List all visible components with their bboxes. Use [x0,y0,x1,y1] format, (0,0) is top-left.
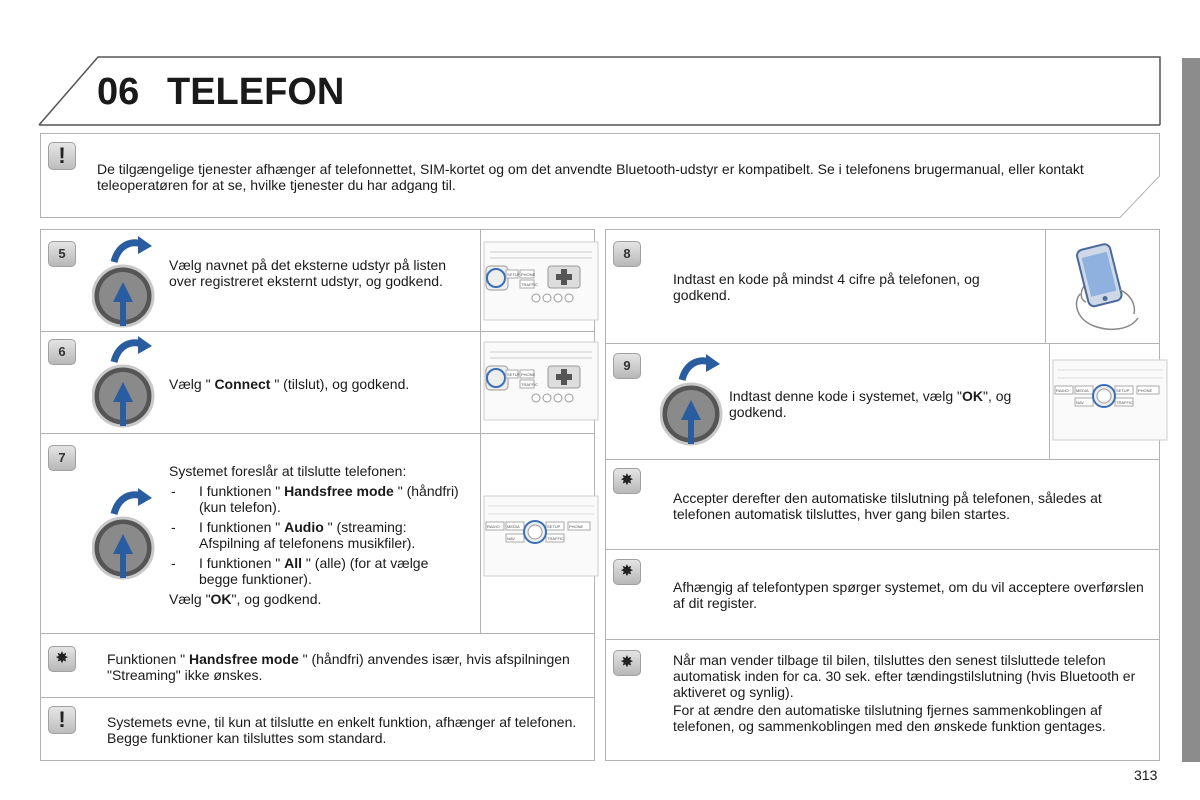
setup-label: SETUP [547,524,561,529]
traffic-label: TRAFFIC [521,382,538,387]
auto-accept-tip-text: Accepter derefter den automatiske tilslutning på telefonen, således at telefonen automatisk tilsluttes, hver gang bilen startes. [673,490,1102,522]
handsfree-tip-text: Funktionen " Handsfree mode " (håndfri) anvendes især, hvis afspilningen "Streaming" ikke ønskes. [107,651,570,683]
chapter-side-tab [1182,58,1200,762]
setup-label: SETUP [1116,388,1130,393]
register-tip-text: Afhængig af telefontypen spørger systemet, om du vil acceptere overførslen af dit register. [673,579,1144,611]
phone-label: PHONE [569,524,584,529]
step-7-badge: 7 [48,445,76,471]
radio-label: RADIO [1056,388,1069,393]
step-5-text: Vælg navnet på det eksterne udstyr på listen over registreret eksternt udstyr, og godkend. [169,257,447,289]
step-8-badge: 8 [613,241,641,267]
list-item: - I funktionen " Handsfree mode " (håndfri) (kun telefon). [169,483,459,515]
traffic-label: TRAFFIC [547,536,564,541]
control-panel-illustration [482,238,600,328]
chapter-number: 06 [97,71,140,113]
step-8-text: Indtast en kode på mindst 4 cifre på telefonen, og godkend. [673,271,980,303]
connect-option: Connect [214,376,271,392]
lamp-icon: ✸ [613,650,641,676]
rotary-knob-icon [92,234,158,330]
radio-label: RADIO [487,524,500,529]
return-tip-text [673,652,1148,734]
phone-label: PHONE [521,272,536,277]
step-9-text: Indtast denne kode i systemet, vælg "OK", og godkend. [729,388,1012,420]
rotary-knob-icon [660,352,726,448]
rotary-knob-icon [92,334,158,430]
nav-label: NAV [507,536,515,541]
nav-label: NAV [1076,400,1084,405]
lamp-icon: ✸ [613,468,641,494]
rotary-knob-icon [92,486,158,582]
phone-label: PHONE [521,372,536,377]
media-label: MEDIA [507,524,520,529]
list-item: - I funktionen " Audio " (streaming: Afspilning af telefonens musikfiler). [169,519,459,551]
top-notice-text: De tilgængelige tjenester afhænger af telefonnettet, SIM-kortet og om det anvendte Bluetooth-udstyr er kompatibelt. Se i telefonens brugermanual, eller kontakt teleoperatøren for at se, hvilke tjenester du har adgang til. [97,161,1084,193]
step-6-badge: 6 [48,339,76,365]
return-tip-paragraph-2: For at ændre den automatiske tilslutning fjernes sammenkoblingen af telefonen, og sammenkoblingen med den ønskede funktion gentages. [673,702,1106,734]
step-6-text: Vælg " Connect " (tilslut), og godkend. [169,376,410,392]
return-tip-paragraph-1: Når man vender tilbage til bilen, tilsluttes den senest tilsluttede telefon automatisk inden for ca. 30 sek. efter tændingstilslutning (hvis Bluetooth er aktiveret og synlig). [673,652,1136,700]
lamp-icon: ✸ [48,646,76,672]
connection-mode-list [169,483,459,587]
control-panel-illustration [482,338,600,428]
traffic-label: TRAFFIC [521,282,538,287]
step-7-outro: Vælg "OK", og godkend. [169,591,322,607]
setup-label: SETUP [507,272,521,277]
step-9-badge: 9 [613,353,641,379]
phone-label: PHONE [1138,388,1153,393]
media-label: MEDIA [1076,388,1089,393]
control-panel-illustration [1051,356,1169,446]
step-7-text [169,463,459,607]
setup-label: SETUP [507,372,521,377]
list-item: - I funktionen " All " (alle) (for at vælge begge funktioner). [169,555,459,587]
lamp-icon: ✸ [613,559,641,585]
step-7-intro: Systemet foreslår at tilslutte telefonen: [169,463,407,479]
control-panel-illustration [482,492,600,582]
chapter-title: TELEFON [167,71,345,113]
ok-option: OK [961,388,983,404]
page-number: 313 [1134,767,1158,783]
traffic-label: TRAFFIC [1116,400,1133,405]
step-5-badge: 5 [48,241,76,267]
phone-in-hand-illustration [1050,234,1160,344]
exclamation-icon: ! [48,706,76,734]
warning-tip-text: Systemets evne, til kun at tilslutte en enkelt funktion, afhænger af telefonen. Begge funktioner kan tilsluttes som standard. [107,714,577,746]
exclamation-icon: ! [48,142,76,170]
